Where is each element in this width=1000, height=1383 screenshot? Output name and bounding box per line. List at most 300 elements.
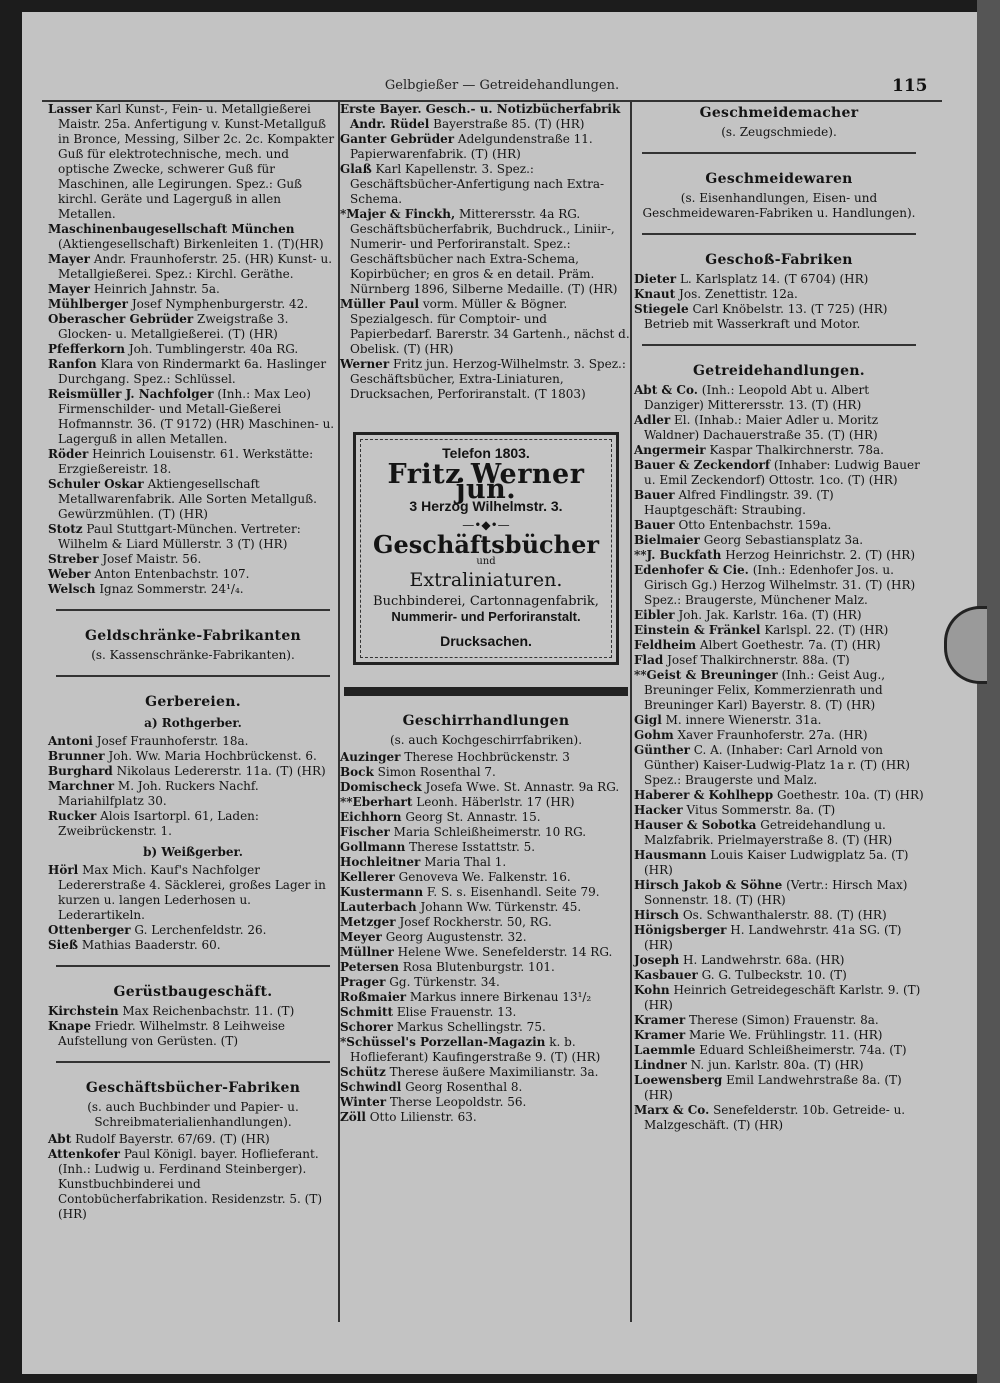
entry-text: Alois Isartorpl. 61, Laden: Zweibrückenstr. 1. [58,809,259,838]
ad-address: 3 Herzog Wilhelmstr. 3. [409,498,563,514]
entry-name: Schorer [340,1020,393,1034]
entry-list-geschoss [634,272,924,332]
reference-geschirrhandlungen: (s. auch Kochgeschirrfabriken). [389,733,583,747]
entry-text: Louis Kaiser Ludwigplatz 5a. (T) (HR) [644,848,909,877]
heading-geschirrhandlungen: Geschirrhandlungen [402,713,570,729]
entry-name: Domischeck [340,780,422,794]
directory-entry [48,447,338,477]
entry-name: Mayer [48,252,90,266]
directory-entry [48,779,338,809]
directory-entry [48,734,338,749]
entry-name: Dieter [634,272,677,286]
entry-name: Zöll [340,1110,366,1124]
entry-name: Eibler [634,608,675,622]
entry-name: Rucker [48,809,97,823]
entry-name: Gigl [634,713,662,727]
entry-name: Joseph [634,953,680,967]
entry-name: Loewensberg [634,1073,723,1087]
entry-text: Josef Rockherstr. 50, RG. [399,915,552,929]
entry-text: Markus innere Birkenau 13¹/₂ [409,990,592,1004]
entry-name: Knaut [634,287,676,301]
entry-name: Meyer [340,930,382,944]
entry-name: Lasser [48,102,92,116]
entry-text: vorm. Müller & Bögner. Spezialgesch. für Comptoir- und Papierbedarf. Barerstr. 34 Gartenh., nächst d. Obelisk. (T) (HR) [350,297,630,356]
heading-geschmeidewaren: Geschmeidewaren [705,171,853,187]
entry-text: M. Joh. Ruckers Nachf. Mariahilfplatz 30. [58,779,259,808]
entry-name: Kohn [634,983,670,997]
entry-text: Carl Knöbelstr. 13. (T 725) (HR) Betrieb mit Wasserkraft und Motor. [644,302,888,331]
directory-entry [634,1073,924,1103]
directory-entry [48,357,338,387]
directory-entry [634,518,924,533]
entry-name: Edenhofer & Cie. [634,563,749,577]
entry-name: Glaß [340,162,372,176]
reference-geschmeidewaren: (s. Eisenhandlungen, Eisen- und Geschmeidewaren-Fabriken u. Handlungen). [642,191,916,220]
directory-entry [340,1020,632,1035]
column-right [634,102,924,1133]
entry-text: Joh. Jak. Karlstr. 16a. (T) (HR) [678,608,862,622]
entry-name: Knape [48,1019,91,1033]
directory-entry [48,567,338,582]
entry-text: Albert Goethestr. 7a. (T) (HR) [699,638,881,652]
entry-text: Xaver Fraunhoferstr. 27a. (HR) [677,728,868,742]
directory-entry [340,855,632,870]
entry-text: Therese (Simon) Frauenstr. 8a. [689,1013,879,1027]
entry-text: (Inhaber: Ludwig Bauer u. Emil Zeckendorf) Ottostr. 1co. (T) (HR) [644,458,920,487]
entry-text: Ignaz Sommerstr. 24¹/₄. [99,582,244,596]
entry-name: Burghard [48,764,113,778]
entry-text: (Inh.: Edenhofer Jos. u. Girisch Gg.) Herzog Wilhelmstr. 31. (T) (HR) Spez.: Braugerste, Münchener Malz. [644,563,916,607]
entry-name: Lindner [634,1058,687,1072]
entry-name: Streber [48,552,99,566]
entry-text: k. b. Hoflieferant) Kaufingerstraße 9. (T) (HR) [350,1035,601,1064]
entry-name: Antoni [48,734,93,748]
entry-name: Mühlberger [48,297,128,311]
entry-text: Maria Thal 1. [424,855,507,869]
ad-telefon: Telefon 1803. [442,445,530,461]
entry-text: Simon Rosenthal 7. [377,765,496,779]
entry-name: Hönigsberger [634,923,727,937]
directory-entry [340,780,632,795]
section-divider [642,233,916,235]
ad-und: und [476,556,496,567]
entry-name: Brunner [48,749,105,763]
entry-text: Josef Maistr. 56. [102,552,202,566]
entry-list-geruestbau [48,1004,338,1049]
directory-entry [48,764,338,779]
entry-name: Mayer [48,282,90,296]
directory-entry [340,357,632,402]
directory-entry [634,272,924,287]
directory-entry [340,825,632,840]
directory-entry [48,342,338,357]
entry-text: Kaspar Thalkirchnerstr. 78a. [709,443,884,457]
entry-text: Klara von Rindermarkt 6a. Haslinger Durchgang. Spez.: Schlüssel. [58,357,327,386]
directory-entry [340,870,632,885]
directory-entry [340,975,632,990]
entry-name: Ottenberger [48,923,131,937]
entry-name: Winter [340,1095,387,1109]
directory-entry [634,1103,924,1133]
entry-name: Roßmaier [340,990,407,1004]
directory-entry [634,818,924,848]
heading-geschoss-fabriken: Geschoß-Fabriken [705,252,853,268]
heading-geschaeftsbuecher: Geschäftsbücher-Fabriken [85,1080,301,1096]
directory-entry [634,728,924,743]
entry-name: Fischer [340,825,390,839]
ad-line-extraliniaturen: Extraliniaturen. [409,569,563,591]
directory-entry [340,207,632,297]
entry-name: **Geist & Breuninger [634,668,778,682]
entry-name: Maschinenbaugesellschaft München [48,222,295,236]
entry-name: Weber [48,567,91,581]
entry-text: Georg St. Annastr. 15. [405,810,541,824]
entry-text: Zweigstraße 3. Glocken- u. Metallgießerei. (T) (HR) [58,312,289,341]
directory-entry [340,1005,632,1020]
entry-text: Friedr. Wilhelmstr. 8 Leihweise Aufstellung von Gerüsten. (T) [58,1019,285,1048]
entry-text: Elise Frauenstr. 13. [396,1005,517,1019]
entry-name: Lauterbach [340,900,417,914]
entry-text: Josefa Wwe. St. Annastr. 9a RG. [425,780,620,794]
entry-name: Pfefferkorn [48,342,125,356]
directory-entry [634,383,924,413]
heading-getreidehandlungen: Getreidehandlungen. [693,363,865,379]
entry-text: G. G. Tulbeckstr. 10. (T) [701,968,847,982]
entry-name: Ganter Gebrüder [340,132,455,146]
entry-name: Kirchstein [48,1004,119,1018]
entry-name: **Eberhart [340,795,413,809]
directory-entry [48,582,338,597]
entry-name: **J. Buckfath [634,548,722,562]
entry-name: Reismüller J. Nachfolger [48,387,214,401]
entry-list-rothgerber [48,734,338,839]
heading-geldschraenke: Geldschränke-Fabrikanten [84,628,302,644]
directory-entry [634,983,924,1013]
entry-text: G. Lerchenfeldstr. 26. [134,923,267,937]
directory-entry [634,713,924,728]
entry-name: Müller Paul [340,297,420,311]
entry-text: Fritz jun. Herzog-Wilhelmstr. 3. Spez.: Geschäftsbücher, Extra-Liniaturen, Drucksachen, Perforiranstalt. (T 1803) [350,357,626,401]
entry-name: Hirsch [634,908,680,922]
entry-name: Einstein & Fränkel [634,623,761,637]
entry-name: Gohm [634,728,674,742]
directory-entry [48,1019,338,1049]
reference-geldschraenke: (s. Kassenschränke-Fabrikanten). [91,648,295,662]
entry-name: Hochleitner [340,855,421,869]
directory-entry [340,810,632,825]
entry-text: Heinrich Jahnstr. 5a. [93,282,220,296]
directory-entry [634,563,924,608]
page-number: 115 [892,76,928,96]
entry-text: Josef Thalkirchnerstr. 88a. (T) [667,653,850,667]
directory-entry [340,162,632,207]
page-edge [977,0,1000,1383]
directory-entry [340,102,632,132]
entry-name: Günther [634,743,690,757]
entry-text: Karl Kunst-, Fein- u. Metallgießerei Maistr. 25a. Anfertigung v. Kunst-Metallguß in Bronce, Messing, Silber 2c. 2c. Kompakter Guß für elektrotechnische, mech. und optische Zwecke, schwerer Guß für Maschinen, alle Legirungen. Spez.: Guß kirchl. Geräte und Lagerguß in allen Metallen. [58,102,335,221]
entry-text: (Inh.: Leopold Abt u. Albert Danziger) Mitterersstr. 13. (T) (HR) [644,383,870,412]
entry-name: Sieß [48,938,78,952]
directory-entry [48,923,338,938]
ad-line-nummerir: Nummerir- und Perforiranstalt. [391,609,581,624]
entry-text: Getreidehandlung u. Malzfabrik. Prielmayerstraße 8. (T) (HR) [644,818,893,847]
directory-entry [340,885,632,900]
entry-list-getreidehandlungen [634,383,924,1133]
section-divider [56,1061,330,1063]
directory-entry [48,552,338,567]
entry-name: Stiegele [634,302,689,316]
directory-entry [340,750,632,765]
directory-entry [634,803,924,818]
entry-text: N. jun. Karlstr. 80a. (T) (HR) [690,1058,864,1072]
entry-name: Hirsch Jakob & Söhne [634,878,783,892]
entry-text: Paul Stuttgart-München. Vertreter: Wilhelm & Liard Müllerstr. 3 (T) (HR) [58,522,301,551]
entry-text: (Aktiengesellschaft) Birkenleiten 1. (T)(HR) [58,237,324,251]
ad-drucksachen: Drucksachen. [440,633,532,649]
heading-geruestbau: Gerüstbaugeschäft. [113,984,273,1000]
entry-text: Josef Nymphenburgerstr. 42. [131,297,309,311]
entry-name: Adler [634,413,671,427]
directory-entry [48,749,338,764]
directory-entry [634,533,924,548]
entry-text: Karl Kapellenstr. 3. Spez.: Geschäftsbücher-Anfertigung nach Extra-Schema. [350,162,605,206]
reference-geschmeidemacher: (s. Zeugschmiede). [721,125,837,139]
directory-entry [634,458,924,488]
ad-company-name: Fritz Werner jun. [387,459,585,505]
directory-entry [634,968,924,983]
directory-entry [48,222,338,252]
entry-name: Erste Bayer. Gesch.- u. Notizbücherfabrik Andr. Rüdel [340,102,621,131]
column-left [48,102,338,1222]
entry-text: Anton Entenbachstr. 107. [94,567,250,581]
directory-entry [340,1080,632,1095]
entry-text: El. (Inhab.: Maier Adler u. Moritz Waldner) Dachauerstraße 35. (T) (HR) [644,413,879,442]
entry-text: Genoveva We. Falkenstr. 16. [398,870,571,884]
entry-name: Bauer [634,518,675,532]
entry-text: Max Reichenbachstr. 11. (T) [122,1004,295,1018]
ad-line-geschaeftsbuecher: Geschäftsbücher [372,530,600,559]
directory-entry [340,840,632,855]
entry-text: Therese äußere Maximilianstr. 3a. [389,1065,599,1079]
directory-entry [340,930,632,945]
entry-text: Otto Lilienstr. 63. [369,1110,477,1124]
entry-text: H. Landwehrstr. 68a. (HR) [683,953,845,967]
entry-name: Schwindl [340,1080,402,1094]
entry-name: Bauer & Zeckendorf [634,458,771,472]
heading-geschmeidemacher: Geschmeidemacher [699,105,859,121]
entry-text: Marie We. Frühlingstr. 11. (HR) [689,1028,883,1042]
section-divider [56,965,330,967]
directory-page [22,12,977,1374]
entry-name: Hacker [634,803,683,817]
entry-name: Bock [340,765,374,779]
entry-text: (Inh.: Max Leo) Firmenschilder- und Metall-Gießerei Hofmannstr. 36. (T 9172) (HR) Maschinen- u. Lagerguß in allen Metallen. [58,387,335,446]
entry-text: Alfred Findlingstr. 39. (T) Hauptgeschäft: Straubing. [644,488,834,517]
entry-name: Abt [48,1132,72,1146]
entry-text: Bayerstraße 85. (T) (HR) [433,117,585,131]
entry-name: Stotz [48,522,83,536]
entry-text: Mitterersstr. 4a RG. Geschäftsbücherfabrik, Buchdruck., Liniir-, Numerir- und Perforiranstalt. Spez.: Geschäftsbücher nach Extra-Schema, Kopirbücher; en gros & en detail. Präm. Nürnberg 1896, Silberne Medaille. (T) (HR) [350,207,618,296]
entry-text: H. Landwehrstr. 41a SG. (T) (HR) [644,923,902,952]
directory-entry [340,795,632,810]
entry-text: Herzog Heinrichstr. 2. (T) (HR) [725,548,916,562]
entry-name: Prager [340,975,386,989]
directory-entry [634,1013,924,1028]
directory-entry [48,477,338,522]
directory-entry [48,312,338,342]
entry-name: Auzinger [340,750,401,764]
entry-list-geschaeftsbuecher [48,1132,338,1222]
entry-text: Joh. Ww. Maria Hochbrückenst. 6. [108,749,317,763]
entry-text: Heinrich Getreidegeschäft Karlstr. 9. (T) (HR) [644,983,921,1012]
directory-entry [634,668,924,713]
entry-text: Helene Wwe. Senefelderstr. 14 RG. [397,945,613,959]
entry-text: (Inh.: Geist Aug., Breuninger Felix, Kommerzienrath und Breuninger Karl) Bayerstr. 8. (T) (HR) [644,668,886,712]
entry-text: M. innere Wienerstr. 31a. [665,713,822,727]
entry-name: Gollmann [340,840,406,854]
entry-text: Emil Landwehrstraße 8a. (T) (HR) [644,1073,902,1102]
reference-geschaeftsbuecher: (s. auch Buchbinder und Papier- u. Schreibmaterialienhandlungen). [87,1100,299,1129]
entry-text: Johann Ww. Türkenstr. 45. [420,900,582,914]
entry-text: Gg. Türkenstr. 34. [389,975,500,989]
entry-name: Eichhorn [340,810,402,824]
entry-text: Max Mich. Kauf's Nachfolger Ledererstraße 4. Säcklerei, großes Lager in kurzen u. langen Lederhosen u. Lederartikeln. [58,863,326,922]
heading-gerbereien: Gerbereien. [145,694,241,710]
entry-text: C. A. (Inhaber: Carl Arnold von Günther) Kaiser-Ludwig-Platz 1a r. (T) (HR) Spez.: Braugerste und Malz. [644,743,910,787]
entry-text: Senefelderstr. 10b. Getreide- u. Malzgeschäft. (T) (HR) [644,1103,906,1132]
entry-name: Angermeir [634,443,706,457]
directory-entry [634,1058,924,1073]
directory-entry [48,1004,338,1019]
directory-entry [340,297,632,357]
entry-text: Therese Hochbrückenstr. 3 [404,750,570,764]
directory-entry [340,945,632,960]
section-divider [642,152,916,154]
entry-text: Josef Fraunhoferstr. 18a. [96,734,249,748]
entry-name: Haberer & Kohlhepp [634,788,774,802]
directory-entry [340,1095,632,1110]
entry-name: Attenkofer [48,1147,120,1161]
entry-text: Os. Schwanthalerstr. 88. (T) (HR) [682,908,887,922]
directory-entry [634,743,924,788]
entry-name: Hörl [48,863,79,877]
ad-line-buchbinderei: Buchbinderei, Cartonnagenfabrik, [373,594,599,609]
entry-name: Hauser & Sobotka [634,818,757,832]
entry-text: Vitus Sommerstr. 8a. (T) [686,803,836,817]
entry-text: Eduard Schleißheimerstr. 74a. (T) [699,1043,907,1057]
entry-name: Welsch [48,582,96,596]
entry-name: *Schüssel's Porzellan-Magazin [340,1035,546,1049]
directory-entry [340,990,632,1005]
directory-entry [634,908,924,923]
directory-entry [340,765,632,780]
directory-entry [634,488,924,518]
entry-text: Goethestr. 10a. (T) (HR) [777,788,924,802]
entry-name: Hausmann [634,848,707,862]
directory-entry [634,287,924,302]
entry-text: Heinrich Louisenstr. 61. Werkstätte: Erzgießereistr. 18. [58,447,314,476]
black-divider-bar [344,687,628,696]
entry-name: Marx & Co. [634,1103,710,1117]
directory-entry [340,1035,632,1065]
column-middle [340,102,632,1125]
entry-name: Bielmaier [634,533,700,547]
entry-list-gelbgiesser [48,102,338,597]
entry-text: Therse Leopoldstr. 56. [389,1095,527,1109]
directory-entry [48,522,338,552]
directory-entry [634,443,924,458]
directory-entry [634,953,924,968]
directory-entry [340,1065,632,1080]
entry-name: Oberascher Gebrüder [48,312,194,326]
entry-name: Marchner [48,779,115,793]
directory-entry [340,960,632,975]
entry-text: Nikolaus Ledererstr. 11a. (T) (HR) [116,764,326,778]
entry-list-geschirrhandlungen [340,750,632,1125]
entry-text: Jos. Zenettistr. 12a. [679,287,798,301]
directory-entry [634,638,924,653]
entry-text: Karlspl. 22. (T) (HR) [764,623,889,637]
entry-text: Joh. Tumblingerstr. 40a RG. [128,342,299,356]
directory-entry [48,863,338,923]
directory-entry [634,878,924,908]
entry-name: Müllner [340,945,394,959]
entry-name: Bauer [634,488,675,502]
entry-text: Otto Entenbachstr. 159a. [678,518,832,532]
entry-text: L. Karlsplatz 14. (T 6704) (HR) [679,272,869,286]
entry-name: Kellerer [340,870,395,884]
directory-entry [634,1028,924,1043]
directory-entry [48,282,338,297]
directory-entry [634,548,924,563]
directory-entry [634,923,924,953]
directory-entry [634,848,924,878]
entry-name: Kasbauer [634,968,698,982]
entry-name: Feldheim [634,638,697,652]
entry-name: Ranfon [48,357,97,371]
entry-name: Abt & Co. [634,383,698,397]
directory-entry [340,900,632,915]
entry-name: Flad [634,653,664,667]
entry-name: Schuler Oskar [48,477,144,491]
entry-text: F. S. s. Eisenhandl. Seite 79. [426,885,600,899]
entry-name: Röder [48,447,89,461]
section-divider [56,675,330,677]
entry-name: Kustermann [340,885,424,899]
entry-text: Georg Rosenthal 8. [405,1080,523,1094]
directory-entry [634,1043,924,1058]
directory-entry [634,623,924,638]
entry-text: Rosa Blutenburgstr. 101. [402,960,555,974]
directory-entry [634,608,924,623]
directory-entry [48,102,338,222]
entry-name: Kramer [634,1028,686,1042]
directory-entry [48,938,338,953]
directory-entry [634,413,924,443]
entry-text: Aktiengesellschaft Metallwarenfabrik. Alle Sorten Metallguß. Gewürzmühlen. (T) (HR) [58,477,317,521]
directory-entry [48,1132,338,1147]
entry-name: Kramer [634,1013,686,1027]
entry-text: Adelgundenstraße 11. Papierwarenfabrik. (T) (HR) [350,132,593,161]
directory-entry [48,1147,338,1222]
running-head: Gelbgießer — Getreidehandlungen. [384,78,620,93]
directory-entry [340,1110,632,1125]
advertisement-fritz-werner [353,432,619,665]
directory-entry [340,132,632,162]
directory-entry [48,297,338,312]
entry-text: Georg Augustenstr. 32. [385,930,527,944]
directory-entry [48,387,338,447]
